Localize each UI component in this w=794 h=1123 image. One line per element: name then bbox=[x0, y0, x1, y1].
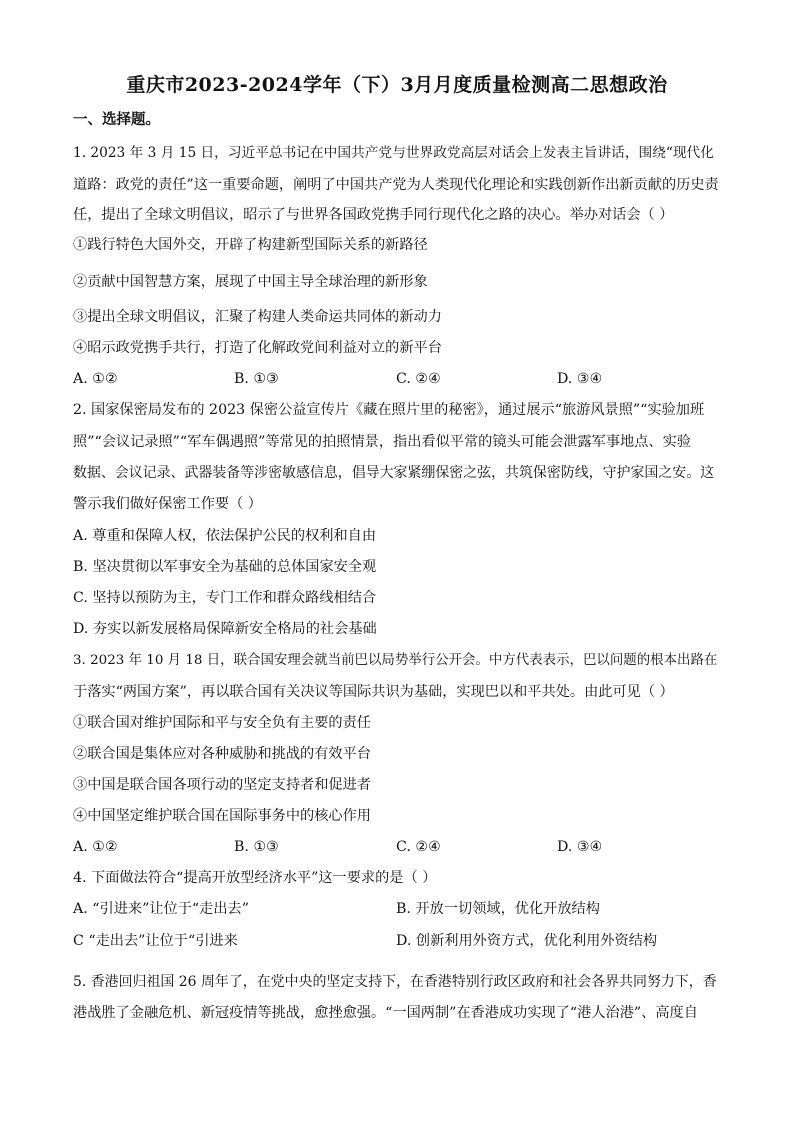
q3-statement: ③中国是联合国各项行动的坚定支持者和促进者 bbox=[73, 777, 371, 793]
q5-line: 5. 香港回归祖国 26 周年了，在党中央的坚定支持下，在香港特别行政区政府和社会各界共同努力下，香 bbox=[73, 974, 717, 990]
q3-line: 于落实“两国方案”，再以联合国有关决议等国际共识为基础，实现巴以和平共处。由此可见（ ） bbox=[73, 684, 674, 700]
q5-line: 港战胜了金融危机、新冠疫情等挑战，愈挫愈强。“一国两制”在香港成功实现了“港人治港”、高度自 bbox=[73, 1005, 698, 1021]
q1-statement: ③提出全球文明倡议，汇聚了构建人类命运共同体的新动力 bbox=[73, 309, 442, 325]
q1-option-b: B. ①③ bbox=[234, 371, 279, 387]
q1-line: 1. 2023 年 3 月 15 日，习近平总书记在中国共产党与世界政党高层对话会上发表主旨讲话，围绕“现代化 bbox=[73, 145, 714, 161]
q2-line: 2. 国家保密局发布的 2023 保密公益宣传片《藏在照片里的秘密》，通过展示“旅游风景照”“实验加班 bbox=[73, 402, 705, 418]
q1-option-c: C. ②④ bbox=[396, 371, 441, 387]
q2-option-b: B. 坚决贯彻以军事安全为基础的总体国家安全观 bbox=[73, 559, 377, 575]
q3-line: 3. 2023 年 10 月 18 日，联合国安理会就当前巴以局势举行公开会。中方代表表示，巴以问题的根本出路在 bbox=[73, 653, 718, 668]
q4-option-b: B. 开放一切领域，优化开放结构 bbox=[396, 901, 600, 917]
q3-statement: ④中国坚定维护联合国在国际事务中的核心作用 bbox=[73, 808, 371, 824]
q2-option-c: C. 坚持以预防为主，专门工作和群众路线相结合 bbox=[73, 590, 377, 606]
q3-statement: ②联合国是集体应对各种威胁和挑战的有效平台 bbox=[73, 746, 371, 762]
q1-statement: ①践行特色大国外交，开辟了构建新型国际关系的新路径 bbox=[73, 237, 428, 253]
q1-option-d: D. ③④ bbox=[557, 371, 603, 387]
section-heading: 一、选择题。 bbox=[73, 111, 160, 128]
q3-statement: ①联合国对维护国际和平与安全负有主要的责任 bbox=[73, 715, 371, 731]
q2-option-d: D. 夯实以新发展格局保障新安全格局的社会基础 bbox=[73, 621, 377, 637]
q1-line: 任，提出了全球文明倡议，昭示了与世界各国政党携手同行现代化之路的决心。举办对话会（ ） bbox=[73, 207, 674, 223]
q4-option-d: D. 创新利用外资方式，优化利用外资结构 bbox=[396, 933, 658, 949]
q1-statement: ④昭示政党携手共行，打造了化解政党间利益对立的新平台 bbox=[73, 340, 442, 356]
q1-line: 道路：政党的责任”这一重要命题，阐明了中国共产党为人类现代化理论和实践创新作出新贡献的历史责 bbox=[73, 177, 719, 193]
q1-statement: ②贡献中国智慧方案，展现了中国主导全球治理的新形象 bbox=[73, 274, 428, 290]
q4-option-a: A. “引进来”让位于“走出去” bbox=[73, 901, 249, 917]
q3-option-a: A. ①② bbox=[73, 839, 118, 855]
q3-option-d: D. ③④ bbox=[557, 839, 603, 855]
q2-line: 照”“会议记录照”“军车偶遇照”等常见的拍照情景，指出看似平常的镜头可能会泄露军事地点、实验 bbox=[73, 434, 691, 450]
q4-option-c: C “走出去”让位于“引进来 bbox=[73, 933, 238, 949]
page-title: 重庆市2023-2024学年（下）3月月度质量检测高二思想政治 bbox=[126, 74, 668, 96]
q3-option-c: C. ②④ bbox=[396, 839, 441, 855]
q1-option-a: A. ①② bbox=[73, 371, 118, 387]
q3-option-b: B. ①③ bbox=[234, 839, 279, 855]
q4-line: 4. 下面做法符合“提高开放型经济水平”这一要求的是（ ） bbox=[73, 870, 437, 886]
q2-option-a: A. 尊重和保障人权，依法保护公民的权利和自由 bbox=[73, 528, 377, 544]
q2-line: 数据、会议记录、武器装备等涉密敏感信息，倡导大家紧绷保密之弦，共筑保密防线，守护家国之安。这 bbox=[73, 465, 715, 481]
q2-line: 警示我们做好保密工作要（ ） bbox=[73, 496, 262, 512]
